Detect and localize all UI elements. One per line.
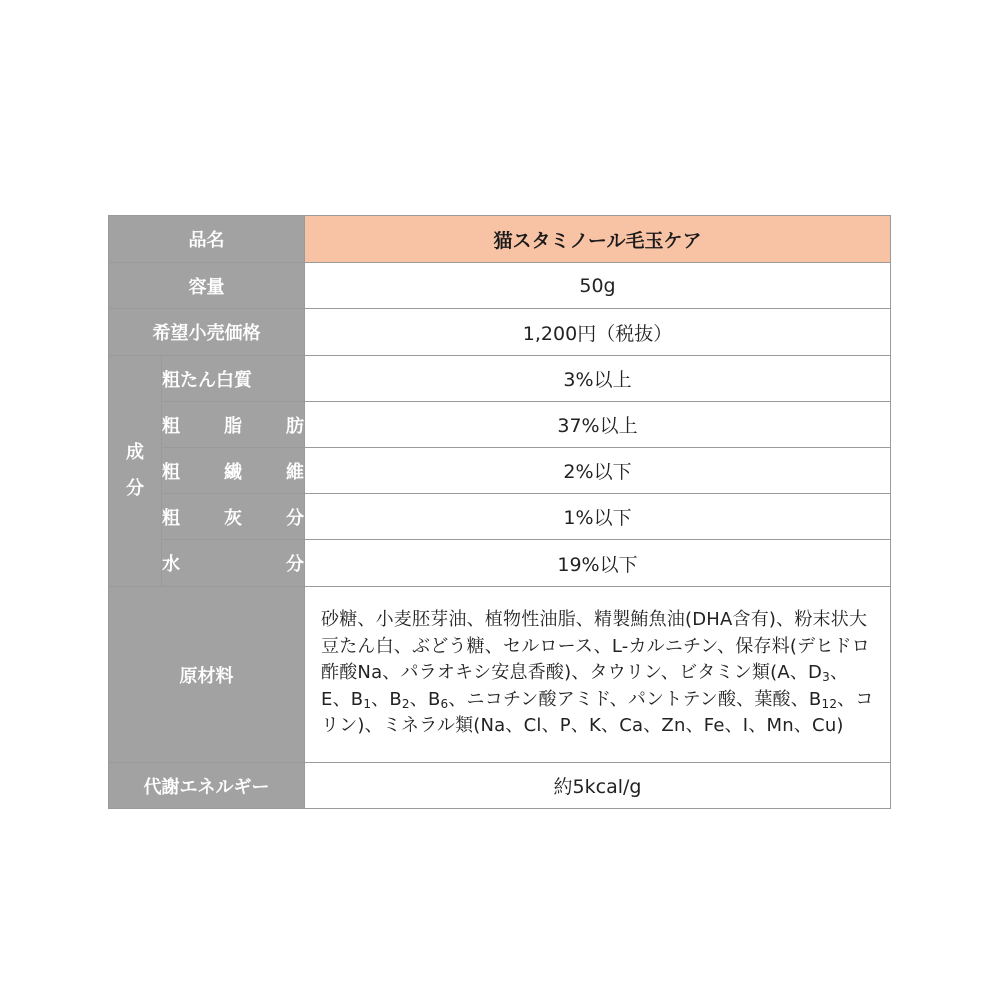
row-component-fiber — [109, 448, 891, 494]
component-label-char: 維 — [286, 461, 304, 483]
component-value-fiber: 2%以下 — [305, 448, 891, 494]
energy-value: 約5kcal/g — [305, 763, 891, 809]
energy-label: 代謝エネルギー — [109, 763, 305, 809]
subscript-d3: 3 — [822, 670, 830, 685]
component-value-ash: 1%以下 — [305, 494, 891, 540]
ingredients-text: 、E、B — [321, 662, 849, 710]
component-label-char: 脂 — [224, 415, 242, 437]
ingredients-text: 、B — [371, 688, 402, 710]
component-value-protein: 3%以上 — [305, 356, 891, 402]
components-group-char-2: 分 — [126, 478, 144, 499]
component-label-char: 灰 — [224, 507, 242, 529]
component-label-moisture — [162, 540, 305, 587]
ingredients-text: 、B — [409, 688, 441, 710]
subscript-b2: 2 — [401, 696, 410, 711]
component-label-char: 水 — [162, 554, 180, 575]
row-product-name — [109, 216, 891, 263]
row-capacity — [109, 263, 891, 309]
ingredients-label: 原材料 — [109, 587, 305, 763]
component-label-char: 粗 — [162, 415, 180, 437]
component-label-char: 粗 — [162, 507, 180, 529]
product-name-label: 品名 — [109, 216, 305, 263]
ingredients-text: 、ニコチン酸アミド、パントテン酸、葉酸、B — [448, 688, 822, 710]
ingredients-text: 砂糖、小麦胚芽油、植物性油脂、精製鮪魚油(DHA含有)、粉末状大豆たん白、ぶどう糖、セルロース、L-カルニチン、保存料(デヒドロ酢酸Na、パラオキシ安息香酸)、タウリン、ビタミン類(A、D — [321, 609, 870, 684]
component-value-moisture: 19%以下 — [305, 540, 891, 587]
component-label-protein — [162, 356, 305, 402]
component-label-fat — [162, 402, 305, 448]
subscript-b12: 12 — [821, 696, 838, 711]
subscript-b6: 6 — [440, 696, 449, 711]
component-label-char: 粗 — [162, 461, 180, 483]
price-value: 1,200円（税抜） — [305, 309, 891, 356]
component-label-char: 繊 — [224, 461, 242, 483]
component-label-ash — [162, 494, 305, 540]
component-label-fiber — [162, 448, 305, 494]
row-component-fat — [109, 402, 891, 448]
row-energy — [109, 763, 891, 809]
components-group-char-1: 成 — [126, 442, 144, 463]
component-label-char: 肪 — [286, 415, 304, 437]
component-value-fat: 37%以上 — [305, 402, 891, 448]
subscript-b1: 1 — [363, 696, 372, 711]
capacity-label: 容量 — [109, 263, 305, 309]
component-label-char: 分 — [286, 554, 304, 575]
capacity-value: 50g — [305, 263, 891, 309]
row-component-protein — [109, 356, 891, 402]
component-label-char: 分 — [286, 507, 304, 529]
row-component-ash — [109, 494, 891, 540]
row-ingredients — [109, 587, 891, 763]
component-label-text: 粗たん白質 — [162, 369, 252, 391]
row-price — [109, 309, 891, 356]
row-component-moisture — [109, 540, 891, 587]
components-group-label — [109, 356, 162, 587]
price-label: 希望小売価格 — [109, 309, 305, 356]
ingredients-value — [305, 587, 891, 763]
product-spec-table — [108, 215, 891, 809]
ingredients-text: 、コリン)、ミネラル類(Na、Cl、P、K、Ca、Zn、Fe、I、Mn、Cu) — [321, 688, 874, 737]
product-name-value: 猫スタミノール毛玉ケア — [305, 216, 891, 263]
